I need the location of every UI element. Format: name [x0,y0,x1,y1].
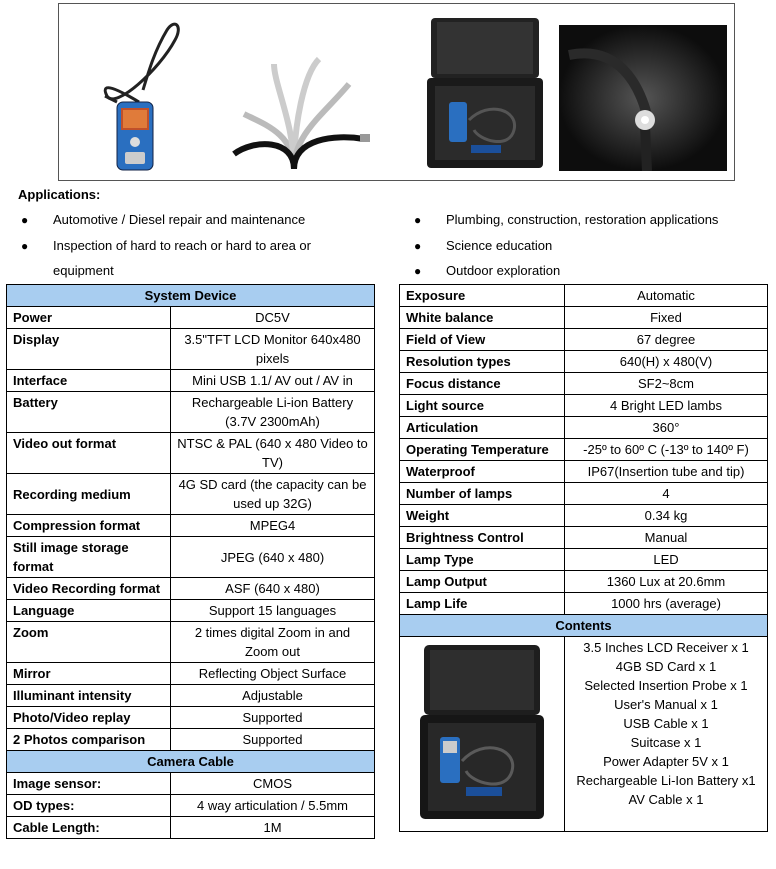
table-row [7,600,375,622]
spec-key: Resolution types [400,351,565,373]
table-row [7,663,375,685]
table-row [7,707,375,729]
spec-value: 4 way articulation / 5.5mm [171,795,375,817]
spec-value: 4 [565,483,768,505]
spec-key: Field of View [400,329,565,351]
spec-key: Video Recording format [7,578,171,600]
spec-value: 3.5"TFT LCD Monitor 640x480 pixels [171,329,375,370]
spec-value: Supported [171,729,375,751]
spec-value: Automatic [565,285,768,307]
table-row [400,549,768,571]
list-item: 4GB SD Card x 1 [615,659,717,674]
table-row [400,329,768,351]
table-row [400,417,768,439]
system-device-header: System Device [7,285,375,307]
spec-value: -25º to 60º C (-13º to 140º F) [565,439,768,461]
table-row [7,773,375,795]
list-item: AV Cable x 1 [628,792,704,807]
table-row [7,817,375,839]
spec-value: LED [565,549,768,571]
table-row [400,439,768,461]
spec-key: Operating Temperature [400,439,565,461]
spec-value: Reflecting Object Surface [171,663,375,685]
table-row [7,515,375,537]
specifications-table [399,284,768,832]
table-row [7,329,375,370]
camera-cable-header: Camera Cable [7,751,375,773]
table-row [7,795,375,817]
table-row [400,373,768,395]
list-item: Suitcase x 1 [630,735,702,750]
spec-key: Illuminant intensity [7,685,171,707]
spec-key: Mirror [7,663,171,685]
spec-value: SF2~8cm [565,373,768,395]
spec-value: 1M [171,817,375,839]
spec-value: NTSC & PAL (640 x 480 Video to TV) [171,433,375,474]
spec-value: 1360 Lux at 20.6mm [565,571,768,593]
product-photo-strip [58,3,735,181]
spec-value: 0.34 kg [565,505,768,527]
spec-value: ASF (640 x 480) [171,578,375,600]
application-item: Automotive / Diesel repair and maintenance [53,212,306,227]
spec-key: Compression format [7,515,171,537]
application-item: Plumbing, construction, restoration applications [446,212,719,227]
table-row [7,578,375,600]
list-item: Selected Insertion Probe x 1 [584,678,748,693]
spec-key: Still image storage format [7,537,171,578]
table-row [400,483,768,505]
application-item: Outdoor exploration [446,263,561,278]
spec-value: 2 times digital Zoom in and Zoom out [171,622,375,663]
spec-key: Lamp Output [400,571,565,593]
table-row [400,307,768,329]
spec-value: JPEG (640 x 480) [171,537,375,578]
table-row [400,351,768,373]
spec-value: Supported [171,707,375,729]
table-row [400,395,768,417]
spec-key: Waterproof [400,461,565,483]
application-item: equipment [53,263,114,278]
spec-key: Cable Length: [7,817,171,839]
table-row [7,474,375,515]
table-row [400,593,768,615]
spec-key: Battery [7,392,171,433]
bullet-icon: ● [21,213,29,227]
spec-value: 640(H) x 480(V) [565,351,768,373]
spec-value: Rechargeable Li-ion Battery (3.7V 2300mAh) [171,392,375,433]
spec-key: Recording medium [7,474,171,515]
contents-row [400,637,768,832]
application-item: Science education [446,238,553,253]
table-row [7,370,375,392]
spec-key: Language [7,600,171,622]
spec-key: Interface [7,370,171,392]
table-row [7,307,375,329]
contents-header: Contents [400,615,768,637]
contents-list [565,637,768,832]
spec-key: 2 Photos comparison [7,729,171,751]
spec-value: MPEG4 [171,515,375,537]
spec-key: Power [7,307,171,329]
spec-key: Exposure [400,285,565,307]
spec-value: DC5V [171,307,375,329]
list-item: User's Manual x 1 [614,697,718,712]
spec-key: White balance [400,307,565,329]
bullet-icon: ● [414,264,422,278]
bullet-icon: ● [21,239,29,253]
spec-key: Lamp Life [400,593,565,615]
list-item: Power Adapter 5V x 1 [603,754,729,769]
applications-title: Applications: [18,187,101,202]
spec-value: 67 degree [565,329,768,351]
spec-key: Display [7,329,171,370]
spec-value: Manual [565,527,768,549]
table-row [7,537,375,578]
spec-key: Video out format [7,433,171,474]
table-row [7,433,375,474]
table-row [400,461,768,483]
spec-value: Support 15 languages [171,600,375,622]
spec-value: 4G SD card (the capacity can be used up 32G) [171,474,375,515]
list-item: 3.5 Inches LCD Receiver x 1 [583,640,749,655]
device-photo [79,10,199,175]
table-row [7,685,375,707]
spec-value: 1000 hrs (average) [565,593,768,615]
bullet-icon: ● [414,213,422,227]
spec-value: Adjustable [171,685,375,707]
table-row [7,392,375,433]
case-photo [419,10,549,175]
spec-key: Brightness Control [400,527,565,549]
spec-key: Zoom [7,622,171,663]
list-item: Rechargeable Li-Ion Battery x1 [576,773,756,788]
table-row [400,571,768,593]
probe-tip-photo [559,25,727,171]
contents-photo-cell [400,637,565,832]
spec-key: Lamp Type [400,549,565,571]
spec-value: Fixed [565,307,768,329]
spec-key: Weight [400,505,565,527]
spec-value: 4 Bright LED lambs [565,395,768,417]
spec-value: IP67(Insertion tube and tip) [565,461,768,483]
application-item: Inspection of hard to reach or hard to area or [53,238,311,253]
table-row [400,527,768,549]
table-row [400,505,768,527]
spec-key: OD types: [7,795,171,817]
spec-key: Light source [400,395,565,417]
spec-key: Articulation [400,417,565,439]
spec-key: Focus distance [400,373,565,395]
spec-value: Mini USB 1.1/ AV out / AV in [171,370,375,392]
bullet-icon: ● [414,239,422,253]
table-row [7,729,375,751]
table-row [7,622,375,663]
articulation-photo [224,44,374,174]
spec-key: Photo/Video replay [7,707,171,729]
spec-key: Image sensor: [7,773,171,795]
spec-key: Number of lamps [400,483,565,505]
spec-value: CMOS [171,773,375,795]
system-device-table [6,284,375,839]
list-item: USB Cable x 1 [623,716,709,731]
suitcase-photo [400,637,564,831]
spec-value: 360° [565,417,768,439]
table-row [400,285,768,307]
